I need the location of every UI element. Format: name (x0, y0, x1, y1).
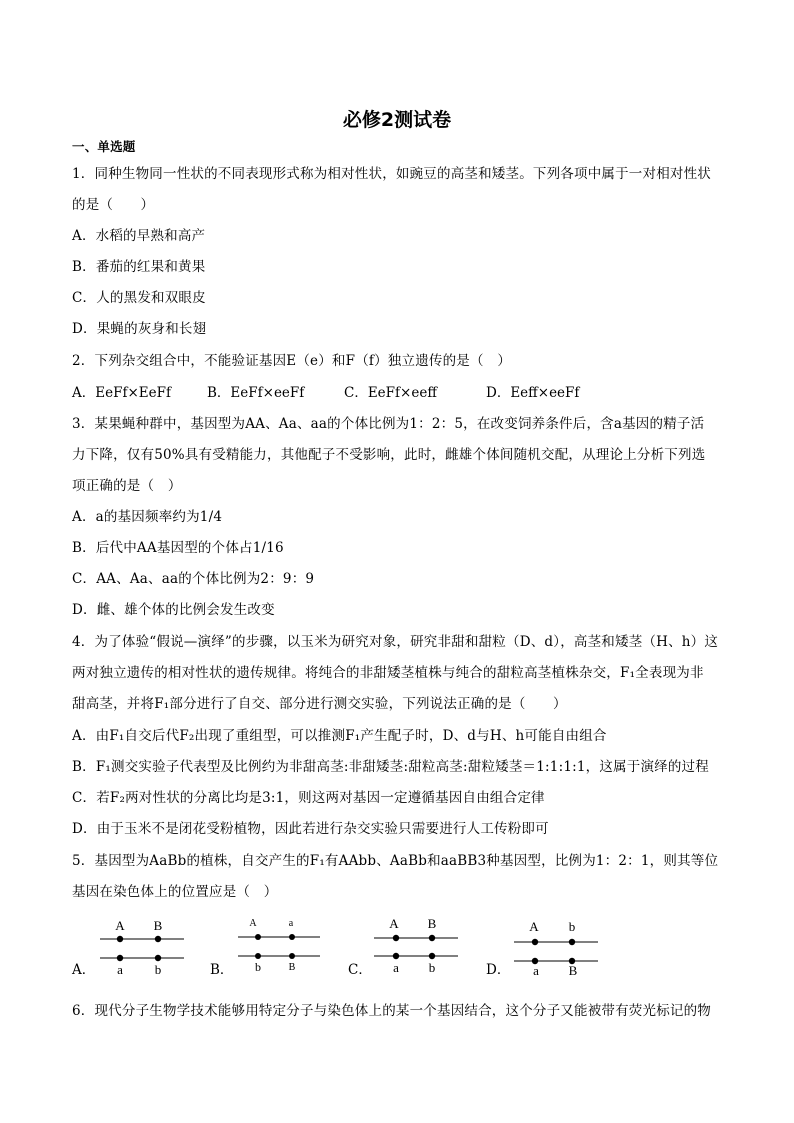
q4-option-c: C．若F₂两对性状的分离比均是3:1，则这两对基因一定遵循基因自由组合定律 (72, 790, 545, 806)
q5-figure-b-label: B． (210, 962, 234, 978)
q5-d-allele-bottom-right: B (568, 963, 578, 978)
q5-figure-a-label: A． (72, 962, 96, 978)
q1-option-b: B．番茄的红果和黄果 (72, 259, 206, 275)
q2-option-c: C．EeFf×eeff (344, 385, 437, 401)
page-title: 必修2测试卷 (342, 109, 452, 131)
q5-b-allele-bottom-left: b (255, 960, 261, 974)
q1-stem-line2: 的是（ ） (72, 197, 155, 213)
q5-chromosome-diagram-b (236, 912, 326, 978)
q3-option-c: C．AA、Aa、aa的个体比例为2：9：9 (72, 571, 315, 587)
q5-a-allele-bottom-right: b (154, 962, 162, 977)
q5-d-allele-top-left: A (529, 919, 539, 934)
q4-stem-line1: 4．为了体验“假说—演绎”的步骤，以玉米为研究对象，研究非甜和甜粒（D、d），高茎和矮茎（H、h）这 (72, 634, 719, 650)
q1-stem-line1: 1．同种生物同一性状的不同表现形式称为相对性状，如豌豆的高茎和矮茎。下列各项中属于一对相对性状 (72, 166, 711, 182)
q5-c-allele-bottom-left: a (393, 960, 399, 975)
q4-option-d: D．由于玉米不是闭花受粉植物，因此若进行杂交实验只需要进行人工传粉即可 (72, 821, 549, 837)
q5-chromosome-diagram-d (512, 912, 612, 978)
q3-stem-line1: 3．某果蝇种群中，基因型为AA、Aa、aa的个体比例为1：2：5，在改变饲养条件后，含a基因的精子活 (72, 416, 705, 432)
q5-figure-d-label: D． (486, 962, 511, 978)
q5-figure-c-label: C． (348, 962, 372, 978)
q5-d-allele-bottom-left: a (533, 963, 539, 978)
q5-b-allele-top-left: A (249, 918, 257, 929)
q1-option-c: C．人的黑发和双眼皮 (72, 290, 206, 306)
q3-option-d: D．雌、雄个体的比例会发生改变 (72, 602, 275, 618)
q5-c-allele-top-right: B (427, 916, 437, 931)
q5-c-allele-bottom-right: b (428, 960, 436, 975)
q3-option-a: A．a的基因频率约为1/4 (72, 509, 223, 525)
q4-option-a: A．由F₁自交后代F₂出现了重组型，可以推测F₁产生配子时，D、d与H、h可能自由组合 (72, 728, 607, 744)
q4-option-b: B．F₁测交实验子代表型及比例约为非甜高茎:非甜矮茎:甜粒高茎:甜粒矮茎＝1:1:1:1，这属于演绎的过程 (72, 759, 709, 775)
q4-stem-line3: 甜高茎，并将F₁部分进行了自交、部分进行测交实验，下列说法正确的是（ ） (72, 696, 567, 712)
q2-option-a: A．EeFf×EeFf (72, 385, 171, 401)
q5-stem-line2: 基因在染色体上的位置应是（ ） (72, 884, 278, 900)
q2-option-d: D．Eeff×eeFf (486, 385, 580, 401)
q5-a-allele-bottom-left: a (117, 962, 123, 977)
q5-b-allele-bottom-right: B (288, 962, 296, 973)
q3-stem-line3: 项正确的是（ ） (72, 478, 182, 494)
q5-stem-line1: 5．基因型为AaBb的植株，自交产生的F₁有AAbb、AaBb和aaBB3种基因型，比例为1：2：1，则其等位 (72, 853, 719, 869)
q5-figure-options (72, 912, 732, 984)
q3-stem-line2: 力下降，仅有50%具有受精能力，其他配子不受影响，此时，雌雄个体间随机交配，从理论上分析下列选 (72, 447, 706, 463)
q5-a-allele-top-right: B (153, 918, 163, 933)
q2-option-b: B．EeFf×eeFf (207, 385, 305, 401)
q6-stem-line1: 6．现代分子生物学技术能够用特定分子与染色体上的某一个基因结合，这个分子又能被带有荧光标记的物 (72, 1003, 711, 1019)
section-heading: 一、单选题 (72, 139, 136, 154)
q1-option-d: D．果蝇的灰身和长翅 (72, 321, 207, 337)
q5-chromosome-diagram-a (98, 912, 188, 978)
q3-option-b: B．后代中AA基因型的个体占1/16 (72, 540, 284, 556)
q5-d-allele-top-right: b (568, 919, 576, 934)
q5-chromosome-diagram-c (372, 912, 472, 978)
q1-option-a: A．水稻的早熟和高产 (72, 228, 206, 244)
q5-c-allele-top-left: A (389, 916, 399, 931)
q5-a-allele-top-left: A (115, 918, 125, 933)
q2-stem: 2．下列杂交组合中，不能验证基因E（e）和F（f）独立遗传的是（ ） (72, 353, 512, 369)
q5-b-allele-top-right: a (288, 918, 294, 929)
q4-stem-line2: 两对独立遗传的相对性状的遗传规律。将纯合的非甜矮茎植株与纯合的甜粒高茎植株杂交，F₁全表现为非 (72, 665, 704, 681)
